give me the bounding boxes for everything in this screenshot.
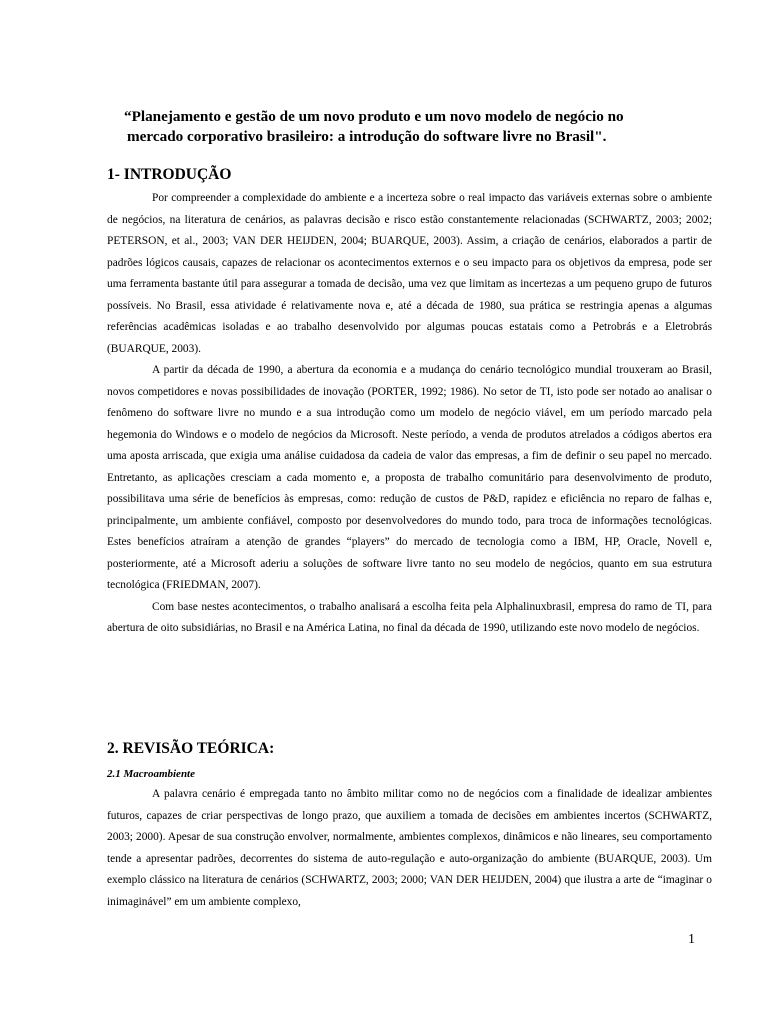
document-title (124, 107, 684, 147)
intro-paragraph-1: Por compreender a complexidade do ambiente e a incerteza sobre o real impacto das variáveis externas sobre o ambiente de negócios, na literatura de cenários, as palavras decisão e risco estão constantemente relacionadas (SCHWARTZ, 2003; 2002; PETERSON, et al., 2003; VAN DER HEIJDEN, 2004; BUARQUE, 2003). Assim, a criação de cenários, elaborados a partir de padrões lógicos causais, capazes de relacionar os acontecimentos externos e o seu impacto para os objetivos da empresa, pode ser uma ferramenta bastante útil para assegurar a tomada de decisão, uma vez que limitam as incertezas a um pequeno grupo de futuros possíveis. No Brasil, essa atividade é relativamente nova e, até a década de 1980, sua prática se restringia apenas a algumas referências acadêmicas isoladas e ao trabalho desenvolvido por algumas poucas estatais como a Petrobrás e a Eletrobrás (BUARQUE, 2003). (107, 192, 712, 355)
macro-paragraph: A palavra cenário é empregada tanto no âmbito militar como no de negócios com a finalidade de idealizar ambientes futuros, capazes de criar perspectivas de longo prazo, que auxiliem a tomada de decisões em ambientes incertos (SCHWARTZ, 2003; 2000). Apesar de sua construção envolver, normalmente, ambientes complexos, dinâmicos e não lineares, seu comportamento tende a apresentar padrões, decorrentes do sistema de auto-regulação e auto-organização do ambiente (BUARQUE, 2003). Um exemplo clássico na literatura de cenários (SCHWARTZ, 2003; 2000; VAN DER HEIJDEN, 2004) que ilustra a arte de “imaginar o inimaginável” em um ambiente complexo, (107, 788, 712, 908)
macroambiente-body (107, 784, 712, 913)
section-heading-revisao-teorica: 2. REVISÃO TEÓRICA: (107, 740, 275, 757)
subsection-heading-macroambiente: 2.1 Macroambiente (107, 768, 195, 780)
intro-paragraph-3: Com base nestes acontecimentos, o trabalho analisará a escolha feita pela Alphalinuxbrasil, empresa do ramo de TI, para abertura de oito subsidiárias, no Brasil e na América Latina, no final da década de 1990, utilizando este novo modelo de negócios. (107, 600, 712, 634)
introduction-body (107, 188, 712, 640)
intro-paragraph-2: A partir da década de 1990, a abertura da economia e a mudança do cenário tecnológico mundial trouxeram ao Brasil, novos competidores e novas possibilidades de inovação (PORTER, 1992; 1986). No setor de TI, isto pode ser notado ao analisar o fenômeno do software livre no mundo e a sua introdução como um modelo de negócio viável, em um período marcado pela hegemonia do Windows e o modelo de negócios da Microsoft. Neste período, a venda de produtos atrelados a códigos abertos era uma aposta arriscada, que exigia uma análise cuidadosa da cadeia de valor das empresas, a fim de definir o seu papel no mercado. Entretanto, as aplicações cresciam a cada momento e, a proposta de trabalho comunitário para desenvolvimento de produto, possibilitava uma série de benefícios às empresas, como: redução de custos de P&D, rapidez e eficiência no reparo de falhas e, principalmente, um ambiente confiável, composto por desenvolvedores do mundo todo, para troca de informações tecnológicas. Estes benefícios atraíram a atenção de grandes “players” do mercado de tecnologia como a IBM, HP, Oracle, Novell e, posteriormente, até a Microsoft aderiu a soluções de software livre tanto no seu modelo de negócios, quanto em sua estrutura tecnológica (FRIEDMAN, 2007). (107, 364, 712, 591)
section-heading-introduction: 1- INTRODUÇÃO (107, 166, 232, 183)
page-number: 1 (688, 932, 695, 947)
title-line-2: mercado corporativo brasileiro: a introdução do software livre no Brasil". (127, 128, 607, 145)
title-line-1: “Planejamento e gestão de um novo produto e um novo modelo de negócio no (124, 108, 624, 125)
